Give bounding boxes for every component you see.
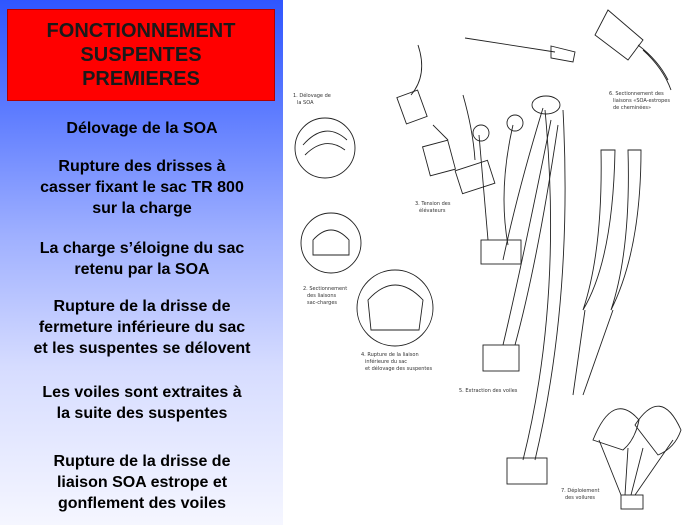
step-3-line-2: retenu par la SOA — [74, 261, 210, 278]
caption-6-line-3: de cheminées» — [613, 105, 652, 111]
caption-4-line-2: inférieure du sac — [365, 359, 408, 365]
step-1 — [4, 118, 280, 139]
step-2-line-2: casser fixant le sac TR 800 — [40, 179, 244, 196]
static-line-1 — [411, 45, 422, 95]
caption-6-line-1: 6. Sectionnement des — [609, 91, 664, 97]
load-3 — [481, 240, 521, 264]
caption-2-line-1: 2. Sectionnement — [303, 286, 348, 292]
step-2-line-3: sur la charge — [92, 200, 192, 217]
step-6 — [4, 451, 280, 514]
streamer-lines — [573, 310, 613, 395]
caption-3-line-2: élévateurs — [419, 208, 446, 214]
small-canopy-3 — [532, 96, 560, 114]
load-5 — [507, 458, 547, 484]
bundle-5-right — [535, 110, 565, 460]
canopy-7-left — [593, 409, 639, 450]
risers-4 — [503, 120, 551, 345]
caption-2-line-2: des liaisons — [307, 293, 337, 299]
detail-circle-1 — [295, 118, 355, 178]
canopy-7-lines — [599, 440, 673, 495]
step-4-line-2: fermeture inférieure du sac — [38, 319, 246, 336]
small-canopy-1 — [473, 125, 489, 141]
left-text-panel — [0, 0, 283, 525]
risers-4b — [515, 125, 558, 345]
bag-2 — [423, 140, 456, 176]
title-line-2: SUSPENTES — [80, 44, 202, 66]
step-2-line-1: Rupture des drisses à — [58, 158, 226, 175]
detail-circle-2 — [301, 213, 361, 273]
detail-1-hatch — [303, 131, 347, 155]
canopy-7-right — [635, 406, 681, 455]
title-box — [7, 9, 275, 101]
chain-b — [504, 125, 513, 245]
sketch-6-bag — [595, 10, 643, 60]
caption-1-line-2: la SOA — [297, 100, 314, 106]
small-canopy-2 — [507, 115, 523, 131]
bag-3 — [455, 160, 495, 193]
bag-2-line — [433, 125, 448, 140]
detail-4-dome — [368, 285, 423, 330]
step-3-line-1: La charge s’éloigne du sac — [39, 240, 245, 257]
pilot-canopy-top — [551, 46, 575, 62]
caption-7-line-1: 7. Déploiement — [561, 488, 600, 494]
step-6-line-1: Rupture de la drisse de — [53, 453, 231, 470]
title-line-1: FONCTIONNEMENT — [46, 20, 236, 42]
caption-5-line-1: 5. Extraction des voiles — [459, 388, 518, 394]
bag-3-line — [463, 95, 475, 160]
step-4-line-1: Rupture de la drisse de — [53, 298, 231, 315]
step-5-line-1: Les voiles sont extraites à — [42, 384, 242, 401]
caption-7-line-2: des voilures — [565, 495, 596, 501]
figure-captions — [293, 91, 670, 501]
title-line-3: PREMIERES — [82, 68, 200, 90]
caption-2-line-3: sac-charges — [307, 300, 338, 306]
sketch-6-lines — [638, 45, 671, 90]
streamer-left — [583, 150, 615, 310]
step-1-line-1: Délovage de la SOA — [66, 120, 218, 137]
parachute-sequence-figure — [283, 0, 700, 525]
load-4 — [483, 345, 519, 371]
chain-c — [503, 108, 543, 260]
caption-1-line-1: 1. Délovage de — [293, 93, 331, 99]
step-2 — [4, 156, 280, 219]
load-7 — [621, 495, 643, 509]
step-3 — [4, 238, 280, 280]
step-5-line-2: la suite des suspentes — [56, 405, 228, 422]
step-5 — [4, 382, 280, 424]
caption-6-line-2: liaisons «SOA-estropes — [613, 98, 670, 104]
step-6-line-2: liaison SOA estrope et — [56, 474, 228, 491]
static-line-top — [465, 38, 555, 52]
caption-3-line-1: 3. Tension des — [415, 201, 451, 207]
step-4-line-3: et les suspentes se délovent — [33, 340, 251, 357]
step-6-line-3: gonflement des voiles — [57, 495, 227, 512]
streamer-right — [611, 150, 641, 310]
caption-4-line-1: 4. Rupture de la liaison — [361, 352, 419, 358]
bag-1 — [397, 90, 427, 124]
parachute-illustration — [283, 0, 700, 525]
detail-2-dome — [313, 230, 349, 255]
step-4 — [4, 296, 280, 359]
caption-4-line-3: et délovage des suspentes — [365, 366, 433, 372]
